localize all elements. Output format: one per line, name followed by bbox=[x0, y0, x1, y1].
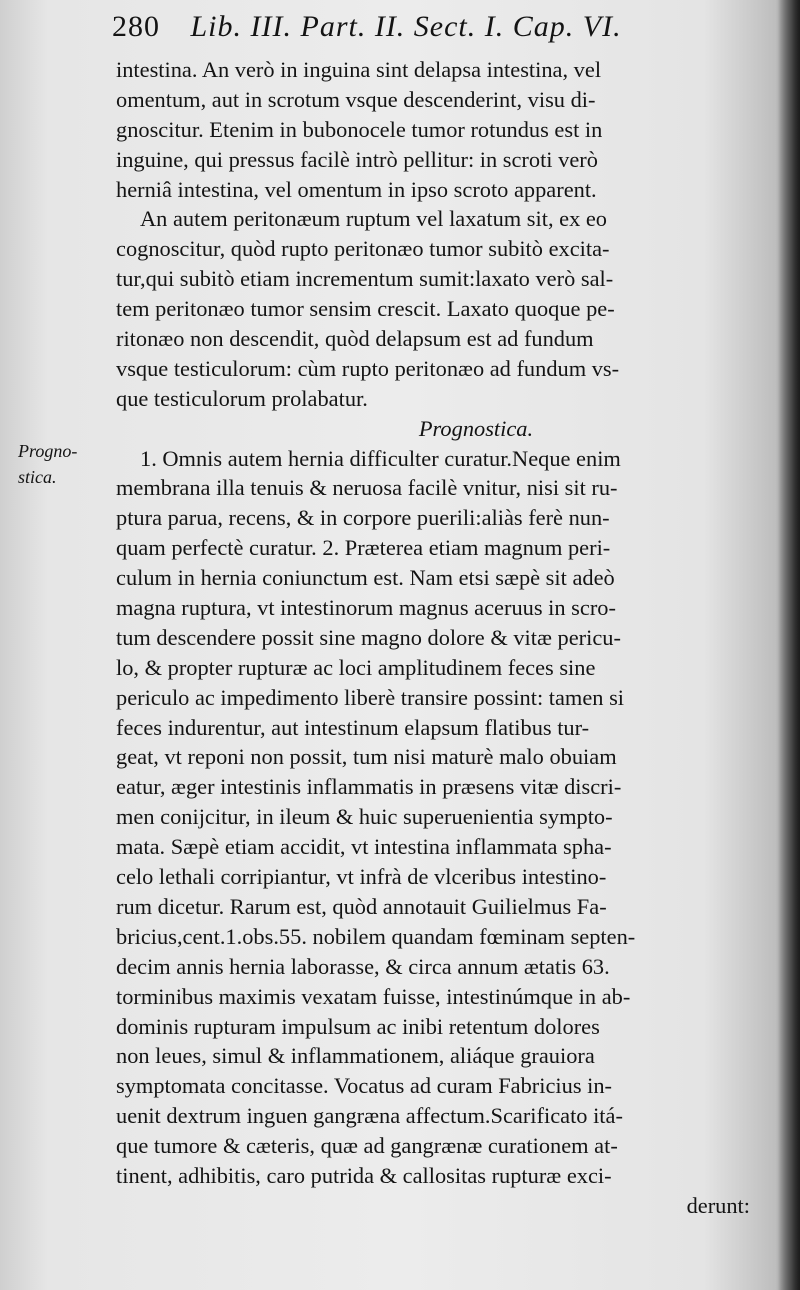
margin-note-line: Progno- bbox=[18, 441, 78, 461]
text-line: symptomata concitasse. Vocatus ad curam Fabricius in- bbox=[116, 1073, 613, 1099]
margin-note-line: stica. bbox=[18, 467, 57, 487]
text-line: eatur, æger intestinis inflammatis in præsens vitæ discri- bbox=[116, 774, 622, 800]
page-number: 280 bbox=[112, 10, 160, 43]
text-line: tem peritonæo tumor sensim crescit. Laxato quoque pe- bbox=[116, 296, 615, 322]
text-line: intestina. An verò in inguina sint delapsa intestina, vel bbox=[116, 57, 602, 82]
text-line: ptura parua, recens, & in corpore puerili:aliàs ferè nun- bbox=[116, 505, 610, 531]
text-line: decim annis hernia laborasse, & circa annum ætatis 63. bbox=[116, 953, 610, 979]
text-line: men conijcitur, in ileum & huic superuenientia sympto- bbox=[116, 804, 613, 830]
text-line: omentum, aut in scrotum vsque descenderint, visu di- bbox=[116, 86, 596, 112]
text-line: magna ruptura, vt intestinorum magnus aceruus in scro- bbox=[116, 595, 616, 621]
text-line: lo, & propter rupturæ ac loci amplitudinem feces sine bbox=[116, 654, 596, 680]
margin-note bbox=[18, 438, 108, 490]
page-gutter-shadow bbox=[778, 0, 800, 1290]
text-line: quam perfectè curatur. 2. Præterea etiam magnum peri- bbox=[116, 535, 611, 561]
text-line: que testiculorum prolabatur. bbox=[116, 385, 368, 411]
text-line: uenit dextrum inguen gangræna affectum.Scarificato itá- bbox=[116, 1103, 623, 1129]
text-line: rum dicetur. Rarum est, quòd annotauit Guilielmus Fa- bbox=[116, 893, 607, 919]
text-line: derunt: bbox=[686, 1192, 750, 1218]
text-line: mata. Sæpè etiam accidit, vt intestina inflammata spha- bbox=[116, 834, 612, 860]
text-line: herniâ intestina, vel omentum in ipso scroto apparent. bbox=[116, 176, 597, 202]
text-line: An autem peritonæum ruptum vel laxatum sit, ex eo bbox=[140, 206, 607, 232]
text-line: gnoscitur. Etenim in bubonocele tumor rotundus est in bbox=[116, 116, 603, 142]
text-line: periculo ac impedimento liberè transire possint: tamen si bbox=[116, 684, 624, 710]
text-line: dominis rupturam impulsum ac inibi retentum dolores bbox=[116, 1013, 600, 1039]
text-line: geat, vt reponi non possit, tum nisi maturè malo obuiam bbox=[116, 744, 617, 770]
text-line: membrana illa tenuis & neruosa facilè vnitur, nisi sit ru- bbox=[116, 475, 618, 501]
text-line: tinent, adhibitis, caro putrida & callositas rupturæ exci- bbox=[116, 1162, 612, 1188]
text-line: inguine, qui pressus facilè intrò pellitur: in scroti verò bbox=[116, 146, 598, 172]
text-line: celo lethali corripiantur, vt infrà de vlceribus intestino- bbox=[116, 864, 607, 890]
text-line: cognoscitur, quòd rupto peritonæo tumor subitò excita- bbox=[116, 236, 610, 262]
text-line: tum descendere possit sine magno dolore & vitæ pericu- bbox=[116, 624, 621, 650]
text-line: torminibus maximis vexatam fuisse, intestinúmque in ab- bbox=[116, 983, 631, 1009]
text-line: que tumore & cæteris, quæ ad gangrænæ curationem at- bbox=[116, 1133, 618, 1159]
text-line: feces indurentur, aut intestinum elapsum flatibus tur- bbox=[116, 714, 590, 740]
text-line: non leues, simul & inflammationem, aliáque grauiora bbox=[116, 1043, 595, 1069]
running-title: Lib. III. Part. II. Sect. I. Cap. VI. bbox=[190, 10, 622, 43]
section-heading: Prognostica. bbox=[418, 415, 534, 441]
text-line: vsque testiculorum: cùm rupto peritonæo ad fundum vs- bbox=[116, 355, 620, 381]
text-line: bricius,cent.1.obs.55. nobilem quandam fœminam septen- bbox=[116, 923, 636, 949]
running-header bbox=[112, 10, 752, 54]
text-line: culum in hernia coniunctum est. Nam etsi sæpè sit adeò bbox=[116, 565, 615, 591]
text-line: tur,qui subitò etiam incrementum sumit:laxato verò sal- bbox=[116, 266, 614, 292]
body-text bbox=[116, 55, 756, 1221]
text-line: 1. Omnis autem hernia difficulter curatur.Neque enim bbox=[140, 445, 621, 471]
text-line: ritonæo non descendit, quòd delapsum est ad fundum bbox=[116, 326, 594, 352]
